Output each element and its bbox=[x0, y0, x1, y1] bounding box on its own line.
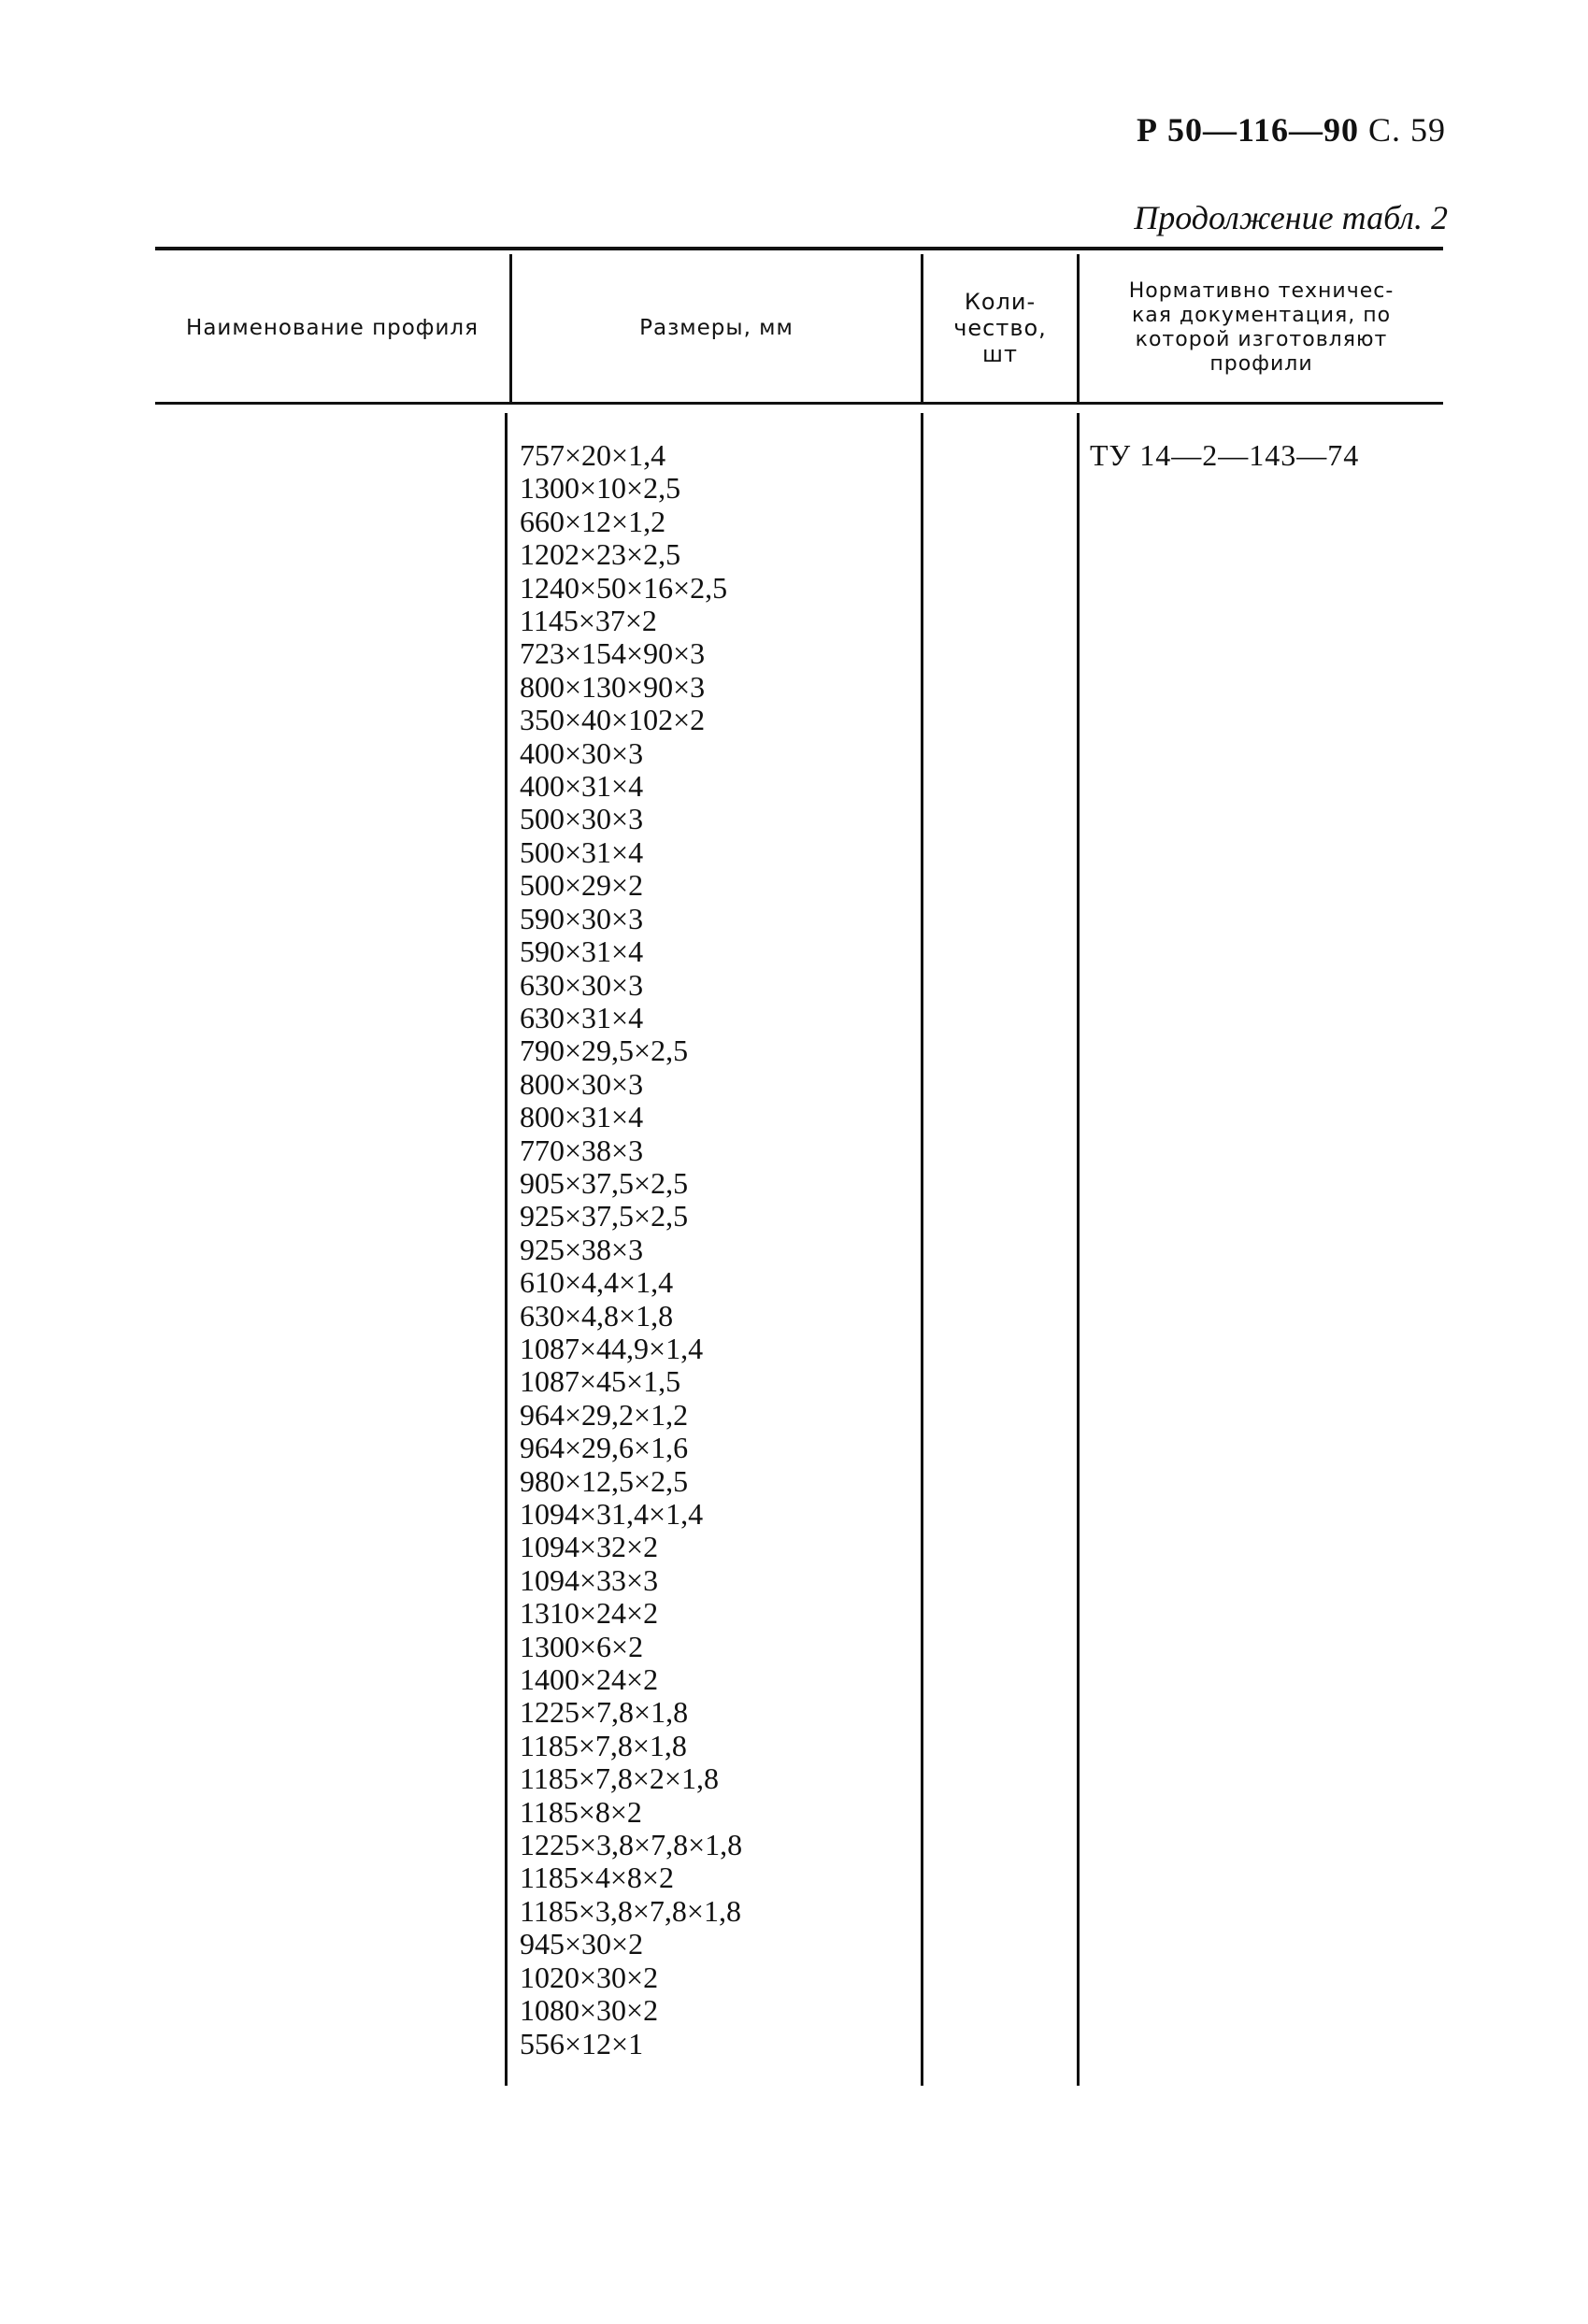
column-header-line: Нормативно техничес- bbox=[1128, 279, 1395, 303]
normative-doc-reference: ТУ 14—2—143—74 bbox=[1090, 438, 1360, 472]
dimension-row: 1094×32×2 bbox=[520, 1530, 659, 1564]
dimension-row: 1185×3,8×7,8×1,8 bbox=[520, 1893, 741, 1928]
dimension-row: 660×12×1,2 bbox=[520, 504, 666, 538]
dimension-row: 790×29,5×2,5 bbox=[520, 1034, 689, 1068]
document-code: Р 50—116—90 bbox=[1136, 111, 1359, 149]
dimension-row: 500×30×3 bbox=[520, 802, 644, 836]
dimension-row: 350×40×102×2 bbox=[520, 703, 706, 737]
column-header-line: шт bbox=[982, 341, 1018, 367]
page-header bbox=[1137, 110, 1446, 150]
dimension-row: 1240×50×16×2,5 bbox=[520, 570, 728, 605]
dimension-row: 1300×10×2,5 bbox=[520, 471, 681, 506]
dimension-row: 630×4,8×1,8 bbox=[520, 1298, 674, 1333]
dimension-row: 1087×44,9×1,4 bbox=[520, 1331, 704, 1365]
column-divider bbox=[921, 413, 923, 2086]
dimension-row: 905×37,5×2,5 bbox=[520, 1165, 689, 1200]
column-header-line: которой изготовляют bbox=[1135, 328, 1388, 351]
dimension-row: 610×4,4×1,4 bbox=[520, 1265, 674, 1300]
column-header-line: Коли- bbox=[964, 289, 1037, 315]
column-header-dimensions: Размеры, мм bbox=[639, 316, 794, 340]
dimension-row: 630×30×3 bbox=[520, 967, 644, 1002]
dimension-row: 1185×4×8×2 bbox=[520, 1861, 674, 1895]
dimension-row: 400×31×4 bbox=[520, 769, 644, 804]
dimension-row: 1225×3,8×7,8×1,8 bbox=[520, 1828, 743, 1862]
dimension-row: 1225×7,8×1,8 bbox=[520, 1695, 689, 1730]
dimension-row: 800×130×90×3 bbox=[520, 669, 706, 704]
dimension-row: 590×31×4 bbox=[520, 934, 644, 969]
column-header-normative-doc bbox=[1080, 254, 1443, 402]
dimension-row: 590×30×3 bbox=[520, 901, 644, 935]
dimension-row: 1145×37×2 bbox=[520, 604, 657, 638]
dimension-row: 1094×33×3 bbox=[520, 1562, 659, 1597]
column-header-line: профили bbox=[1209, 352, 1313, 376]
column-divider bbox=[505, 413, 508, 2086]
dimension-row: 400×30×3 bbox=[520, 735, 644, 770]
dimension-row: 1080×30×2 bbox=[520, 1993, 659, 2028]
dimension-row: 1185×7,8×1,8 bbox=[520, 1728, 687, 1762]
dimension-row: 630×31×4 bbox=[520, 1000, 644, 1034]
dimension-row: 1094×31,4×1,4 bbox=[520, 1497, 704, 1531]
column-divider bbox=[1077, 413, 1080, 2086]
dimension-row: 1185×8×2 bbox=[520, 1794, 642, 1829]
dimension-row: 1020×30×2 bbox=[520, 1960, 659, 1994]
table-top-rule bbox=[155, 247, 1443, 250]
column-header-quantity bbox=[923, 254, 1077, 402]
dimension-row: 723×154×90×3 bbox=[520, 636, 706, 671]
column-header-line: кая документация, по bbox=[1131, 304, 1392, 327]
dimension-row: 770×38×3 bbox=[520, 1133, 644, 1167]
dimension-row: 1300×6×2 bbox=[520, 1629, 644, 1663]
page-number: С. 59 bbox=[1367, 111, 1446, 149]
dimension-row: 964×29,6×1,6 bbox=[520, 1431, 689, 1465]
column-header-line: чество, bbox=[953, 315, 1047, 341]
dimension-row: 800×31×4 bbox=[520, 1100, 644, 1134]
dimension-row: 1400×24×2 bbox=[520, 1662, 659, 1697]
dimension-row: 500×31×4 bbox=[520, 834, 644, 869]
dimension-row: 757×20×1,4 bbox=[520, 438, 666, 472]
dimension-row: 500×29×2 bbox=[520, 868, 644, 903]
dimension-row: 1310×24×2 bbox=[520, 1596, 659, 1631]
dimension-row: 1185×7,8×2×1,8 bbox=[520, 1761, 719, 1796]
dimensions-list bbox=[520, 439, 742, 2060]
table-header-rule bbox=[155, 402, 1443, 405]
dimension-row: 945×30×2 bbox=[520, 1927, 644, 1961]
column-header-profile-name: Наименование профиля bbox=[186, 316, 479, 340]
dimension-row: 556×12×1 bbox=[520, 2026, 644, 2060]
dimension-row: 1202×23×2,5 bbox=[520, 537, 681, 572]
dimension-row: 1087×45×1,5 bbox=[520, 1364, 681, 1399]
dimension-row: 980×12,5×2,5 bbox=[520, 1463, 689, 1498]
dimension-row: 925×37,5×2,5 bbox=[520, 1199, 689, 1233]
table-continuation-label: Продолжение табл. 2 bbox=[1134, 199, 1448, 236]
dimension-row: 964×29,2×1,2 bbox=[520, 1397, 689, 1432]
dimension-row: 925×38×3 bbox=[520, 1232, 644, 1266]
dimension-row: 800×30×3 bbox=[520, 1066, 644, 1101]
